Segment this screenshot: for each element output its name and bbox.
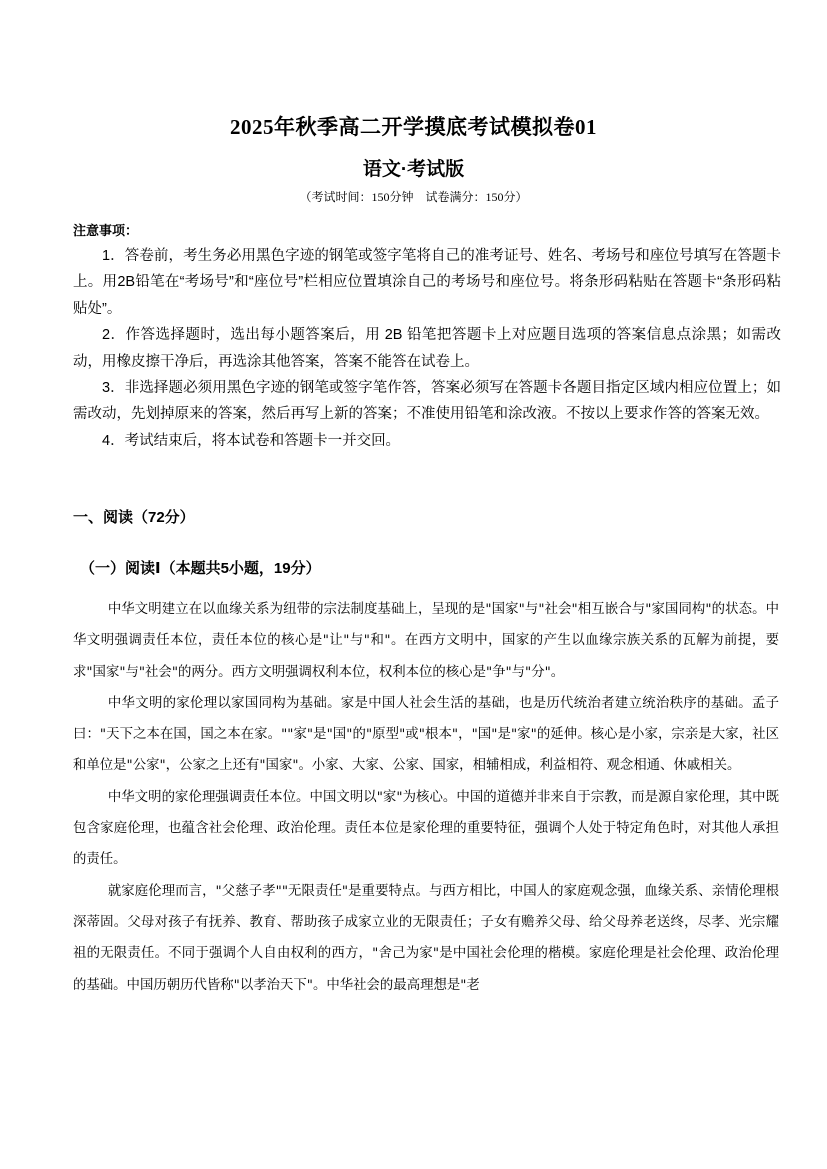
passage-paragraph: 中华文明建立在以血缘关系为纽带的宗法制度基础上，呈现的是"国家"与"社会"相互嵌合与"家国同构"的状态。中华文明强调责任本位，责任本位的核心是"让"与"和"。在西方文明中，国家的产生以血缘宗族关系的瓦解为前提，要求"国家"与"社会"的两分。西方文明强调权利本位，权利本位的核心是"争"与"分"。	[73, 602, 779, 680]
note-item: 1．答卷前，考生务必用黑色字迹的钢笔或签字笔将自己的准考证号、姓名、考场号和座位号填写在答题卡上。用2B铅笔在“考场号”和“座位号”栏相应位置填涂自己的考场号和座位号。将条形码粘贴在答题卡“条形码粘贴处”。	[73, 248, 781, 317]
note-item: 2．作答选择题时，选出每小题答案后，用 2B 铅笔把答题卡上对应题目选项的答案信息点涂黑；如需改动，用橡皮擦干净后，再选涂其他答案，答案不能答在试卷上。	[73, 327, 781, 370]
exam-title: 2025年秋季高二开学摸底考试模拟卷01	[230, 115, 597, 139]
note-item: 3．非选择题必须用黑色字迹的钢笔或签字笔作答，答案必须写在答题卡各题目指定区域内相应位置上；如需改动，先划掉原来的答案，然后再写上新的答案；不准使用铅笔和涂改液。不按以上要求作答的答案无效。	[73, 380, 781, 423]
exam-subtitle: 语文·考试版	[362, 159, 465, 180]
passage-paragraph: 中华文明的家伦理以家国同构为基础。家是中国人社会生活的基础，也是历代统治者建立统治秩序的基础。孟子曰："天下之本在国，国之本在家。""家"是"国"的"原型"或"根本"，"国"是"家"的延伸。核心是小家，宗亲是大家，社区和单位是"公家"，公家之上还有"国家"。小家、大家、公家、国家，相辅相成，利益相符、观念相通、休戚相关。	[73, 695, 779, 774]
subsection-heading: （一）阅读Ⅰ（本题共5小题，19分）	[80, 560, 321, 577]
notes-heading: 注意事项：	[73, 223, 139, 238]
passage-paragraph: 中华文明的家伦理强调责任本位。中国文明以"家"为核心。中国的道德并非来自于宗教，而是源自家伦理，其中既包含家庭伦理，也蕴含社会伦理、政治伦理。责任本位是家伦理的重要特征，强调个人处于特定角色时，对其他人承担的责任。	[73, 789, 779, 868]
exam-time-and-score: （考试时间：150分钟 试卷满分：150分）	[299, 190, 528, 204]
passage-paragraph: 就家庭伦理而言，"父慈子孝""无限责任"是重要特点。与西方相比，中国人的家庭观念强，血缘关系、亲情伦理根深蒂固。父母对孩子有抚养、教育、帮助孩子成家立业的无限责任；子女有赡养父母、给父母养老送终，尽孝、光宗耀祖的无限责任。不同于强调个人自由权利的西方，"舍己为家"是中国社会伦理的楷模。家庭伦理是社会伦理、政治伦理的基础。中国历朝历代皆称"以孝治天下"。中华社会的最高理想是"老	[73, 883, 779, 993]
notes-list	[73, 243, 781, 454]
section-heading: 一、阅读（72分）	[73, 509, 195, 526]
reading-passage	[73, 594, 779, 1001]
note-item: 4．考试结束后，将本试卷和答题卡一并交回。	[102, 432, 401, 449]
